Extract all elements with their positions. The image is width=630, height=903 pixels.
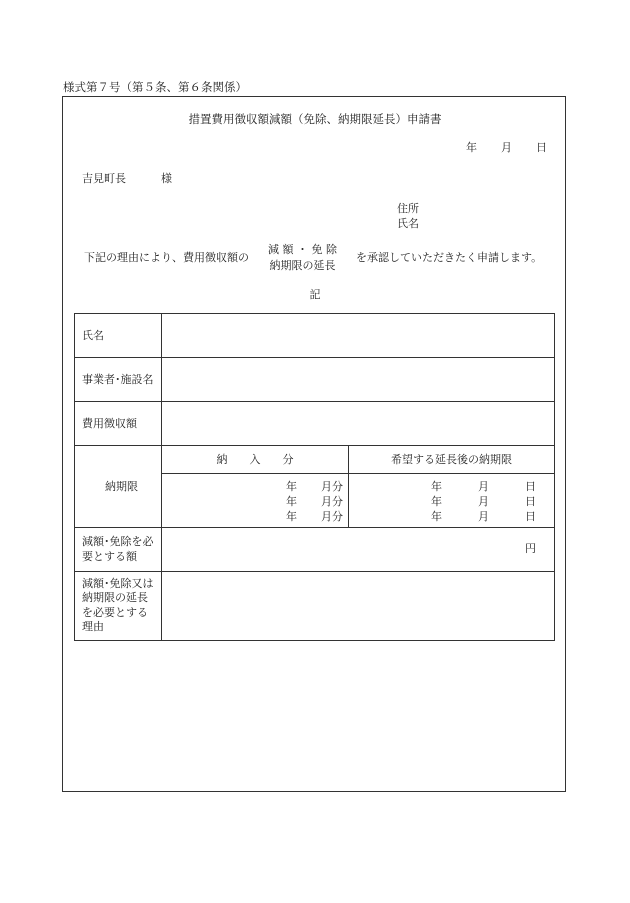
due-row-label: 納期限 xyxy=(75,446,162,528)
yen-unit: 円 xyxy=(525,542,536,555)
facility-field[interactable] xyxy=(162,358,555,402)
fee-field[interactable] xyxy=(162,402,555,446)
request-suffix: を承認していただきたく申請します。 xyxy=(356,251,543,264)
option-reduce-exempt[interactable]: 減 額 ・ 免 除 xyxy=(268,243,337,256)
reduction-amount-field[interactable] xyxy=(162,528,555,572)
form-number: 様式第７号（第５条、第６条関係） xyxy=(63,80,247,94)
request-options[interactable] xyxy=(268,242,337,274)
facility-row-label: 事業者･施設名 xyxy=(75,358,162,402)
payment-column-header: 納 入 分 xyxy=(162,446,349,474)
name-row-label: 氏名 xyxy=(75,314,162,358)
date-month: 月 xyxy=(501,141,512,154)
date-year: 年 xyxy=(466,141,477,154)
payment-row: 年 月分 xyxy=(286,509,343,523)
application-table xyxy=(74,313,555,641)
extended-column-header: 希望する延長後の納期限 xyxy=(349,446,555,474)
date-day: 日 xyxy=(536,141,547,154)
request-prefix: 下記の理由により、費用徴収額の xyxy=(84,251,249,264)
fee-row-label: 費用徴収額 xyxy=(75,402,162,446)
name-field[interactable] xyxy=(162,314,555,358)
option-extend-due[interactable]: 納期限の延長 xyxy=(269,258,336,272)
reduction-amount-label: 減額･免除を必 要とする額 xyxy=(75,528,162,572)
extended-due-field[interactable] xyxy=(349,474,555,528)
payment-row: 年 月分 xyxy=(286,494,343,508)
extended-row: 年 月 日 xyxy=(431,494,536,508)
extended-row: 年 月 日 xyxy=(431,479,536,493)
address-label: 住所 xyxy=(397,202,419,215)
reason-label: 減額･免除又は 納期限の延長 を必要とする 理由 xyxy=(75,572,162,641)
addressee xyxy=(82,172,172,186)
addressee-honorific: 様 xyxy=(161,172,172,185)
reason-field[interactable] xyxy=(162,572,555,641)
addressee-name: 吉見町長 xyxy=(82,172,126,185)
applicant-name-label: 氏名 xyxy=(397,217,419,230)
payment-row: 年 月分 xyxy=(286,479,343,493)
form-title: 措置費用徴収額減額（免除、納期限延長）申請書 xyxy=(188,112,442,126)
payment-period-field[interactable] xyxy=(162,474,349,528)
application-date[interactable] xyxy=(466,141,547,155)
extended-row: 年 月 日 xyxy=(431,509,536,523)
ki-heading: 記 xyxy=(309,288,321,301)
